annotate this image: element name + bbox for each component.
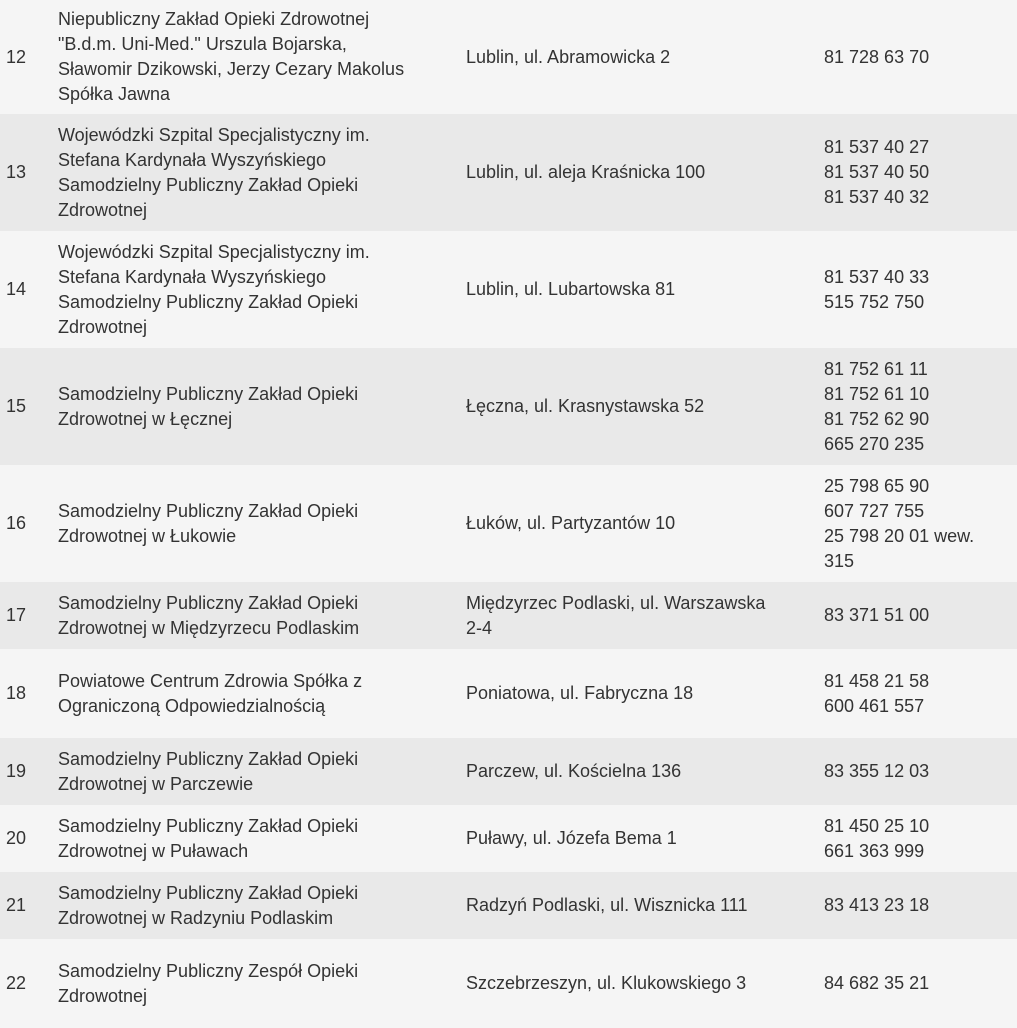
table-row <box>0 0 1017 114</box>
facility-address <box>466 582 824 649</box>
facility-phones <box>824 738 1017 805</box>
phone-number: 315 <box>824 550 855 571</box>
address-line: Łęczna, ul. Krasnystawska 52 <box>466 396 705 416</box>
facility-name-line: Zdrowotnej <box>58 316 148 337</box>
facility-name-line: Zdrowotnej w Łęcznej <box>58 408 233 429</box>
facility-name-line: Zdrowotnej w Międzyrzecu Podlaskim <box>58 617 360 638</box>
table-row <box>0 231 1017 348</box>
facility-address <box>466 805 824 872</box>
phone-number: 25 798 65 90 <box>824 475 930 496</box>
facility-address <box>466 649 824 738</box>
address-line: Szczebrzeszyn, ul. Klukowskiego 3 <box>466 973 747 993</box>
facility-name-line: Zdrowotnej w Parczewie <box>58 773 254 794</box>
row-number: 15 <box>6 396 27 416</box>
phone-number: 83 355 12 03 <box>824 761 930 781</box>
address-line: Międzyrzec Podlaski, ul. Warszawska <box>466 592 766 613</box>
facility-phones <box>824 582 1017 649</box>
address-line: Poniatowa, ul. Fabryczna 18 <box>466 683 694 703</box>
address-line: Radzyń Podlaski, ul. Wisznicka 111 <box>466 895 748 915</box>
row-number: 19 <box>6 761 27 781</box>
facility-address <box>466 872 824 939</box>
facility-name-line: Samodzielny Publiczny Zespół Opieki <box>58 960 359 981</box>
facility-name-line: Niepubliczny Zakład Opieki Zdrowotnej <box>58 9 370 29</box>
facility-phones <box>824 649 1017 738</box>
facility-name-line: Samodzielny Publiczny Zakład Opieki <box>58 500 359 521</box>
facility-address <box>466 0 824 114</box>
row-number: 17 <box>6 605 27 625</box>
facility-name-line: Samodzielny Publiczny Zakład Opieki <box>58 383 359 404</box>
facility-name-line: Samodzielny Publiczny Zakład Opieki <box>58 174 359 195</box>
row-number: 12 <box>6 46 27 67</box>
facility-address <box>466 114 824 231</box>
phone-number: 607 727 755 <box>824 500 925 521</box>
address-line: Łuków, ul. Partyzantów 10 <box>466 513 676 533</box>
facility-name-line: Samodzielny Publiczny Zakład Opieki <box>58 815 359 836</box>
row-number: 14 <box>6 279 27 299</box>
phone-number: 661 363 999 <box>824 840 925 861</box>
facility-phones <box>824 231 1017 348</box>
facility-phones <box>824 114 1017 231</box>
facility-name <box>58 0 466 114</box>
facility-phones <box>824 0 1017 114</box>
address-line: 2-4 <box>466 617 493 638</box>
phone-number: 83 413 23 18 <box>824 895 930 915</box>
facility-name-line: Zdrowotnej <box>58 199 148 220</box>
facility-name <box>58 872 466 939</box>
phone-number: 83 371 51 00 <box>824 605 930 625</box>
phone-number: 665 270 235 <box>824 433 925 454</box>
facility-name-line: "B.d.m. Uni-Med." Urszula Bojarska, <box>58 34 347 54</box>
row-number: 13 <box>6 162 27 182</box>
address-line: Lublin, ul. Abramowicka 2 <box>466 46 671 67</box>
facility-name <box>58 738 466 805</box>
table-row <box>0 582 1017 649</box>
facility-name-line: Stefana Kardynała Wyszyńskiego <box>58 149 326 170</box>
facility-name <box>58 114 466 231</box>
address-line: Puławy, ul. Józefa Bema 1 <box>466 828 677 848</box>
facility-name-line: Zdrowotnej <box>58 985 148 1006</box>
phone-number: 81 458 21 58 <box>824 670 930 691</box>
phone-number: 84 682 35 21 <box>824 973 930 993</box>
phone-number: 81 537 40 32 <box>824 187 930 207</box>
phone-number: 81 752 61 11 <box>824 358 928 379</box>
table-row <box>0 465 1017 582</box>
table-row <box>0 939 1017 1028</box>
facility-address <box>466 738 824 805</box>
table-row <box>0 805 1017 872</box>
facility-address <box>466 465 824 582</box>
phone-number: 515 752 750 <box>824 291 925 312</box>
facility-phones <box>824 805 1017 872</box>
facility-name-line: Sławomir Dzikowski, Jerzy Cezary Makolus <box>58 59 405 79</box>
facility-name <box>58 582 466 649</box>
phone-number: 81 450 25 10 <box>824 815 930 836</box>
facility-name-line: Samodzielny Publiczny Zakład Opieki <box>58 748 359 769</box>
facility-name-line: Stefana Kardynała Wyszyńskiego <box>58 266 326 287</box>
facility-name <box>58 939 466 1028</box>
facility-name-line: Wojewódzki Szpital Specjalistyczny im. <box>58 241 370 262</box>
facility-name-line: Zdrowotnej w Łukowie <box>58 525 237 546</box>
address-line: Lublin, ul. aleja Kraśnicka 100 <box>466 162 706 182</box>
facility-name-line: Ograniczoną Odpowiedzialnością <box>58 695 326 716</box>
row-number: 22 <box>6 973 27 993</box>
phone-number: 81 728 63 70 <box>824 46 930 67</box>
facility-name-line: Zdrowotnej w Puławach <box>58 840 249 861</box>
facility-name-line: Wojewódzki Szpital Specjalistyczny im. <box>58 124 370 145</box>
facility-address <box>466 939 824 1028</box>
phone-number: 81 752 61 10 <box>824 383 930 404</box>
address-line: Lublin, ul. Lubartowska 81 <box>466 279 676 299</box>
facility-name <box>58 465 466 582</box>
facility-address <box>466 231 824 348</box>
phone-number: 81 752 62 90 <box>824 408 930 429</box>
table-row <box>0 348 1017 465</box>
row-number: 16 <box>6 513 27 533</box>
facility-name <box>58 348 466 465</box>
facility-name <box>58 649 466 738</box>
table-row <box>0 649 1017 738</box>
address-line: Parczew, ul. Kościelna 136 <box>466 761 682 781</box>
facility-address <box>466 348 824 465</box>
facility-name <box>58 805 466 872</box>
row-number: 21 <box>6 895 27 915</box>
facility-phones <box>824 465 1017 582</box>
facility-phones <box>824 348 1017 465</box>
row-number: 20 <box>6 828 27 848</box>
facility-name <box>58 231 466 348</box>
facility-name-line: Samodzielny Publiczny Zakład Opieki <box>58 291 359 312</box>
phone-number: 81 537 40 33 <box>824 266 930 287</box>
facility-name-line: Zdrowotnej w Radzyniu Podlaskim <box>58 907 334 928</box>
facility-phones <box>824 939 1017 1028</box>
facility-name-line: Powiatowe Centrum Zdrowia Spółka z <box>58 670 363 691</box>
facility-name-line: Spółka Jawna <box>58 84 171 104</box>
phone-number: 81 537 40 27 <box>824 137 930 157</box>
table-row <box>0 872 1017 939</box>
phone-number: 25 798 20 01 wew. <box>824 525 975 546</box>
facility-name-line: Samodzielny Publiczny Zakład Opieki <box>58 882 359 903</box>
phone-number: 81 537 40 50 <box>824 162 930 182</box>
facility-name-line: Samodzielny Publiczny Zakład Opieki <box>58 592 359 613</box>
facility-phones <box>824 872 1017 939</box>
phone-number: 600 461 557 <box>824 695 925 716</box>
table-row <box>0 738 1017 805</box>
table-row <box>0 114 1017 231</box>
row-number: 18 <box>6 683 27 703</box>
